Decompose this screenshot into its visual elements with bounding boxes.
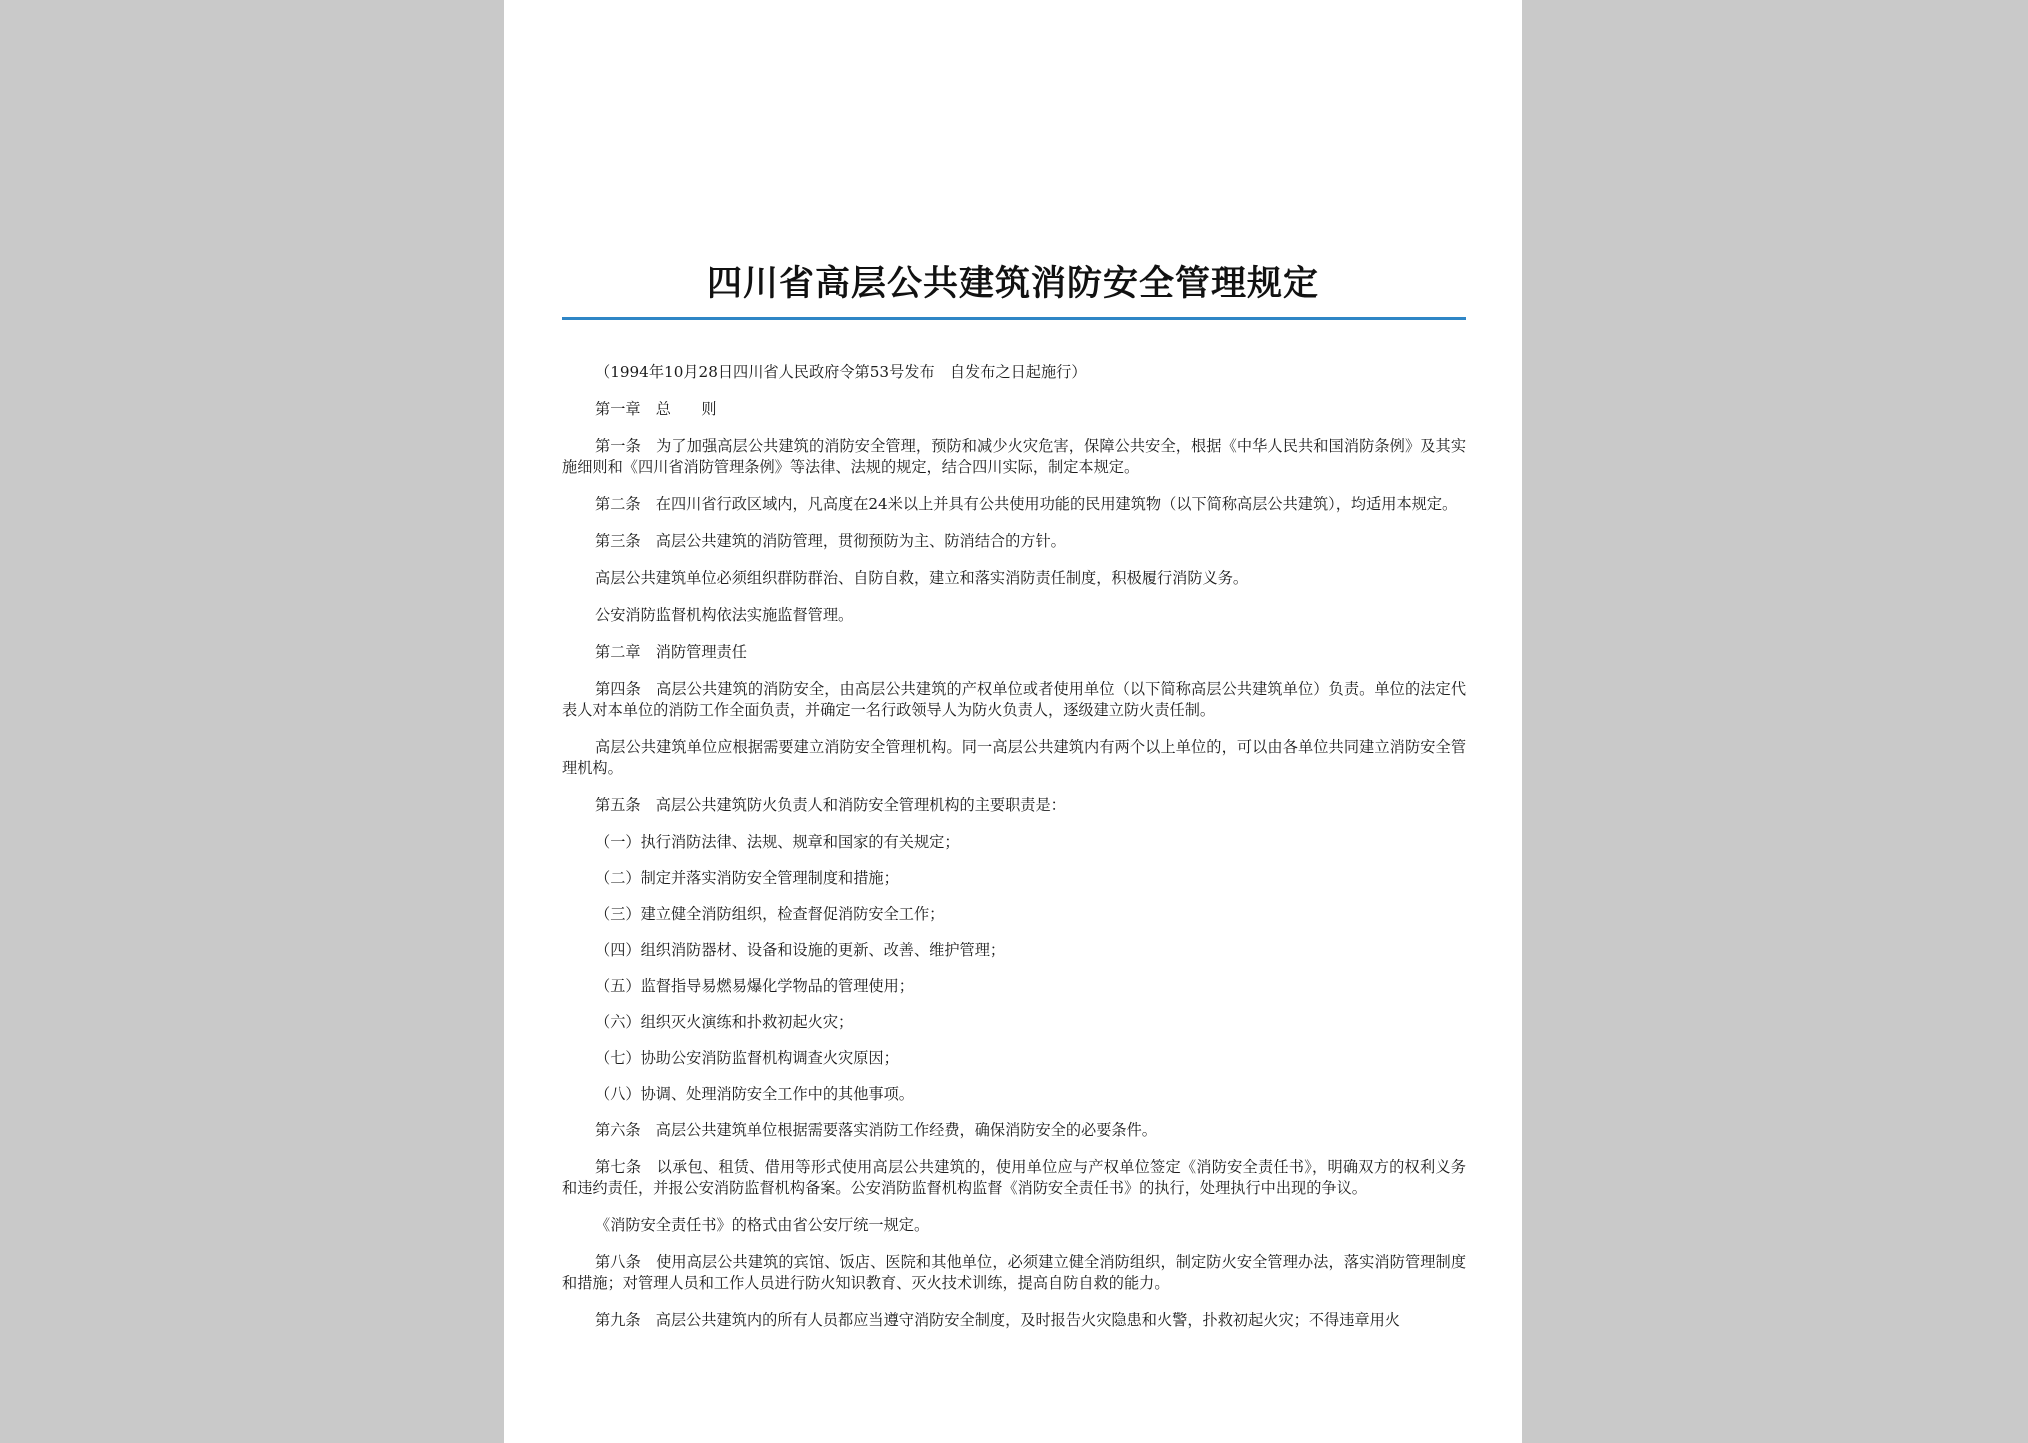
article-4-para-2: 高层公共建筑单位应根据需要建立消防安全管理机构。同一高层公共建筑内有两个以上单位的，可以由各单位共同建立消防安全管理机构。 bbox=[562, 738, 1466, 777]
article-5-item-3: （三）建立健全消防组织，检查督促消防安全工作； bbox=[595, 905, 945, 923]
document-page bbox=[504, 0, 1522, 1443]
article-6: 第六条 高层公共建筑单位根据需要落实消防工作经费，确保消防安全的必要条件。 bbox=[595, 1121, 1157, 1139]
article-5-item-6: （六）组织灭火演练和扑救初起火灾； bbox=[595, 1013, 854, 1031]
article-5-item-1: （一）执行消防法律、法规、规章和国家的有关规定； bbox=[595, 833, 960, 851]
article-5-item-7: （七）协助公安消防监督机构调查火灾原因； bbox=[595, 1049, 899, 1067]
article-5-item-2: （二）制定并落实消防安全管理制度和措施； bbox=[595, 869, 899, 887]
article-7-para-2: 《消防安全责任书》的格式由省公安厅统一规定。 bbox=[595, 1216, 930, 1234]
article-7: 第七条 以承包、租赁、借用等形式使用高层公共建筑的，使用单位应与产权单位签定《消防安全责任书》，明确双方的权利义务和违约责任，并报公安消防监督机构备案。公安消防监督机构监督《消防安全责任书》的执行，处理执行中出现的争议。 bbox=[562, 1158, 1466, 1197]
article-5-item-4: （四）组织消防器材、设备和设施的更新、改善、维护管理； bbox=[595, 941, 1006, 959]
article-5-item-5: （五）监督指导易燃易爆化学物品的管理使用； bbox=[595, 977, 914, 995]
chapter-heading-1: 第一章 总 则 bbox=[595, 400, 717, 418]
article-9: 第九条 高层公共建筑内的所有人员都应当遵守消防安全制度，及时报告火灾隐患和火警，扑救初起火灾；不得违章用火 bbox=[595, 1311, 1400, 1329]
paragraph-publication-note: （1994年10月28日四川省人民政府令第53号发布 自发布之日起施行） bbox=[595, 363, 1087, 381]
article-1: 第一条 为了加强高层公共建筑的消防安全管理，预防和减少火灾危害，保障公共安全，根据《中华人民共和国消防条例》及其实施细则和《四川省消防管理条例》等法律、法规的规定，结合四川实际，制定本规定。 bbox=[562, 437, 1466, 476]
article-4: 第四条 高层公共建筑的消防安全，由高层公共建筑的产权单位或者使用单位（以下简称高层公共建筑单位）负责。单位的法定代表人对本单位的消防工作全面负责，并确定一名行政领导人为防火负责人，逐级建立防火责任制。 bbox=[562, 680, 1466, 719]
title-underline bbox=[562, 317, 1466, 320]
document-body bbox=[562, 362, 1466, 1347]
article-8: 第八条 使用高层公共建筑的宾馆、饭店、医院和其他单位，必须建立健全消防组织，制定防火安全管理办法，落实消防管理制度和措施；对管理人员和工作人员进行防火知识教育、灭火技术训练，提高自防自救的能力。 bbox=[562, 1253, 1466, 1292]
document-title: 四川省高层公共建筑消防安全管理规定 bbox=[706, 263, 1319, 304]
article-5: 第五条 高层公共建筑防火负责人和消防安全管理机构的主要职责是： bbox=[595, 796, 1066, 814]
article-3-para-3: 公安消防监督机构依法实施监督管理。 bbox=[595, 606, 854, 624]
article-2: 第二条 在四川省行政区域内，凡高度在24米以上并具有公共使用功能的民用建筑物（以下简称高层公共建筑），均适用本规定。 bbox=[595, 495, 1458, 513]
article-3-para-2: 高层公共建筑单位必须组织群防群治、自防自救，建立和落实消防责任制度，积极履行消防义务。 bbox=[595, 569, 1249, 587]
chapter-heading-2: 第二章 消防管理责任 bbox=[595, 643, 747, 661]
article-5-item-8: （八）协调、处理消防安全工作中的其他事项。 bbox=[595, 1085, 914, 1103]
article-3: 第三条 高层公共建筑的消防管理，贯彻预防为主、防消结合的方针。 bbox=[595, 532, 1066, 550]
